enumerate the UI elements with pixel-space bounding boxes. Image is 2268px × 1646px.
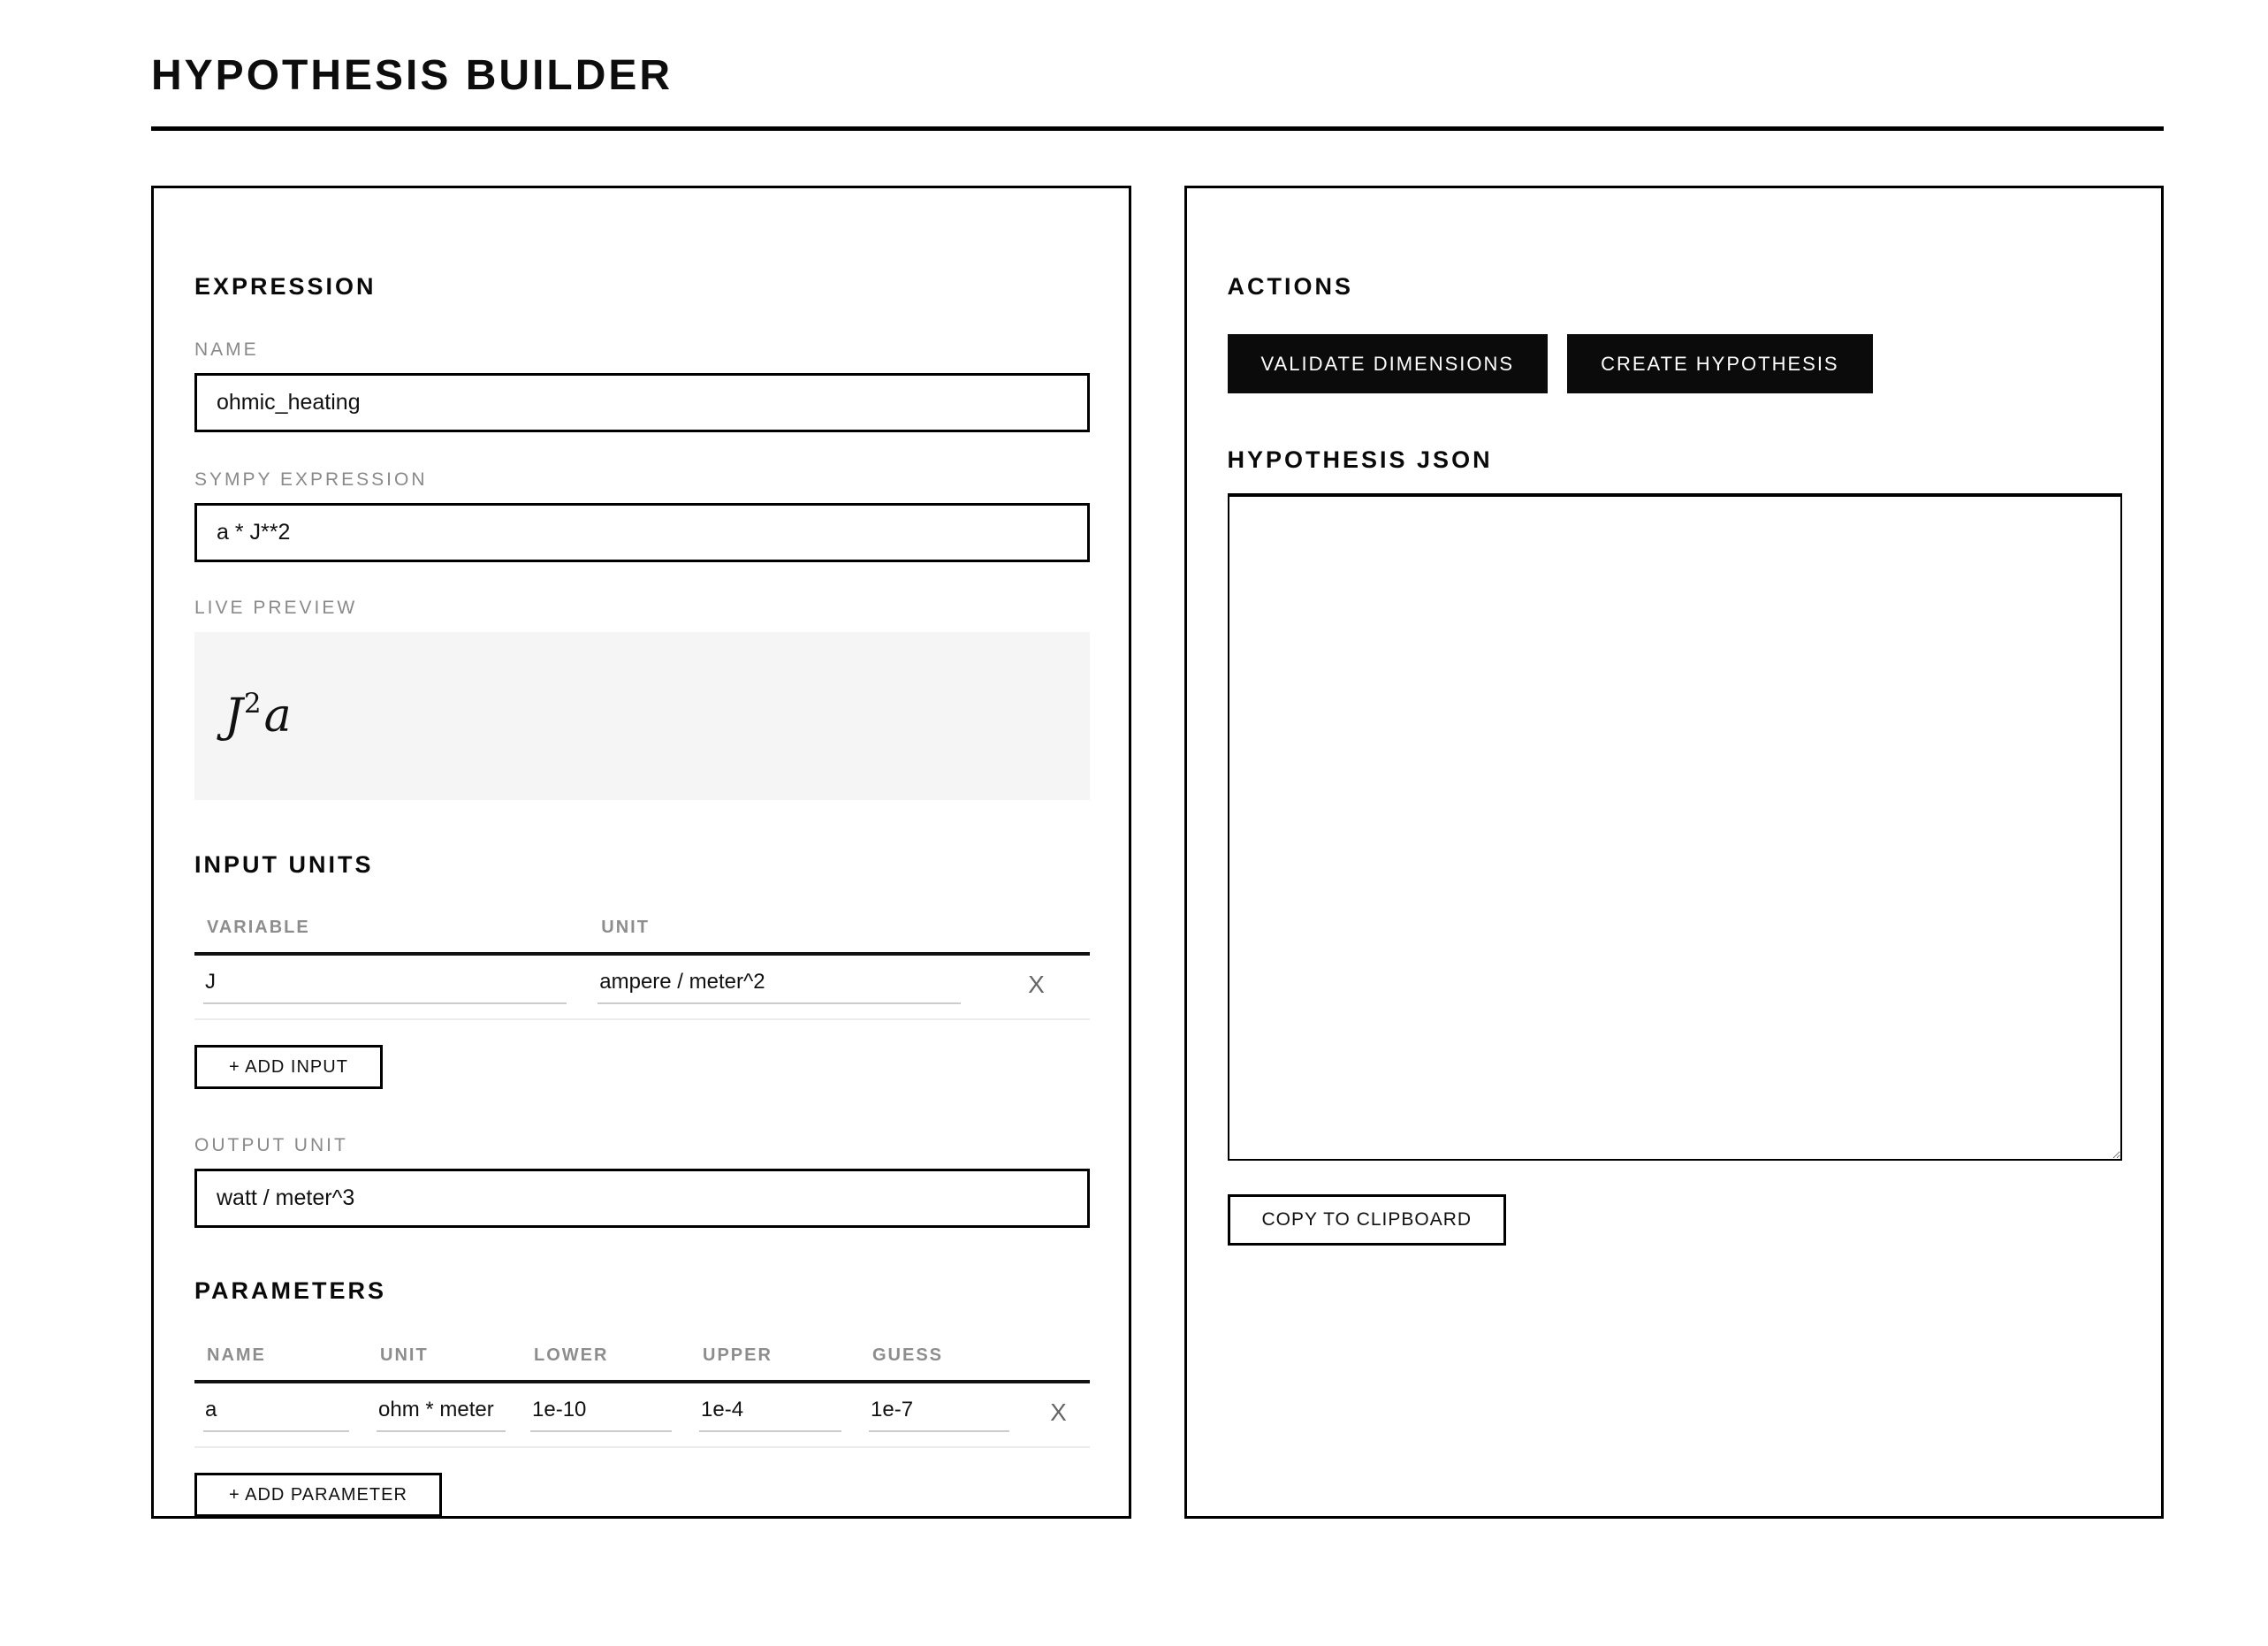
sympy-expression-label: SYMPY EXPRESSION (194, 469, 428, 490)
output-unit-input[interactable] (194, 1169, 1090, 1228)
remove-input-unit-button[interactable]: X (1028, 972, 1045, 1004)
hypothesis-json-heading: HYPOTHESIS JSON (1227, 446, 1493, 473)
actions-panel (1184, 186, 2165, 1519)
math-tail: a (263, 690, 292, 743)
name-input[interactable] (194, 373, 1090, 432)
input-units-header-row (194, 918, 1090, 956)
live-preview-box (194, 632, 1090, 800)
output-unit-label: OUTPUT UNIT (194, 1135, 348, 1155)
parameter-name-input[interactable] (203, 1398, 349, 1432)
expression-heading: EXPRESSION (194, 273, 377, 300)
parameter-guess-input[interactable] (869, 1398, 1009, 1432)
col-header-unit: UNIT (601, 918, 650, 937)
page-title: HYPOTHESIS BUILDER (151, 51, 2164, 131)
parameter-unit-input[interactable] (377, 1398, 506, 1432)
col-header-upper: UPPER (703, 1345, 772, 1365)
hypothesis-json-textarea[interactable] (1228, 493, 2123, 1161)
math-exponent: 2 (243, 688, 262, 720)
col-header-param-unit: UNIT (380, 1345, 429, 1365)
col-header-variable: VARIABLE (207, 918, 310, 937)
add-input-button[interactable]: + ADD INPUT (194, 1045, 383, 1089)
panels-row (151, 186, 2164, 1519)
copy-to-clipboard-button[interactable]: COPY TO CLIPBOARD (1228, 1194, 1507, 1246)
input-unit-variable-input[interactable] (203, 970, 567, 1004)
live-preview-label: LIVE PREVIEW (194, 598, 358, 618)
col-header-lower: LOWER (534, 1345, 609, 1365)
col-header-guess: GUESS (872, 1345, 944, 1365)
expression-panel (151, 186, 1131, 1519)
name-label: NAME (194, 339, 259, 360)
input-units-heading: INPUT UNITS (194, 851, 374, 878)
input-unit-unit-input[interactable] (597, 970, 961, 1004)
rendered-expression (225, 690, 292, 743)
math-base: J (225, 690, 243, 743)
parameter-row (194, 1383, 1090, 1448)
create-hypothesis-button[interactable]: CREATE HYPOTHESIS (1567, 334, 1873, 393)
sympy-expression-input[interactable] (194, 503, 1090, 562)
remove-parameter-button[interactable]: X (1050, 1400, 1067, 1432)
actions-button-row (1228, 334, 2123, 393)
add-parameter-button[interactable]: + ADD PARAMETER (194, 1473, 442, 1517)
validate-dimensions-button[interactable]: VALIDATE DIMENSIONS (1228, 334, 1549, 393)
parameter-upper-input[interactable] (699, 1398, 841, 1432)
page-container (151, 51, 2164, 1519)
parameters-header-row (194, 1345, 1090, 1383)
col-header-name: NAME (207, 1345, 266, 1365)
parameters-heading: PARAMETERS (194, 1277, 387, 1304)
parameter-lower-input[interactable] (530, 1398, 672, 1432)
actions-heading: ACTIONS (1227, 273, 1353, 300)
input-unit-row (194, 956, 1090, 1020)
